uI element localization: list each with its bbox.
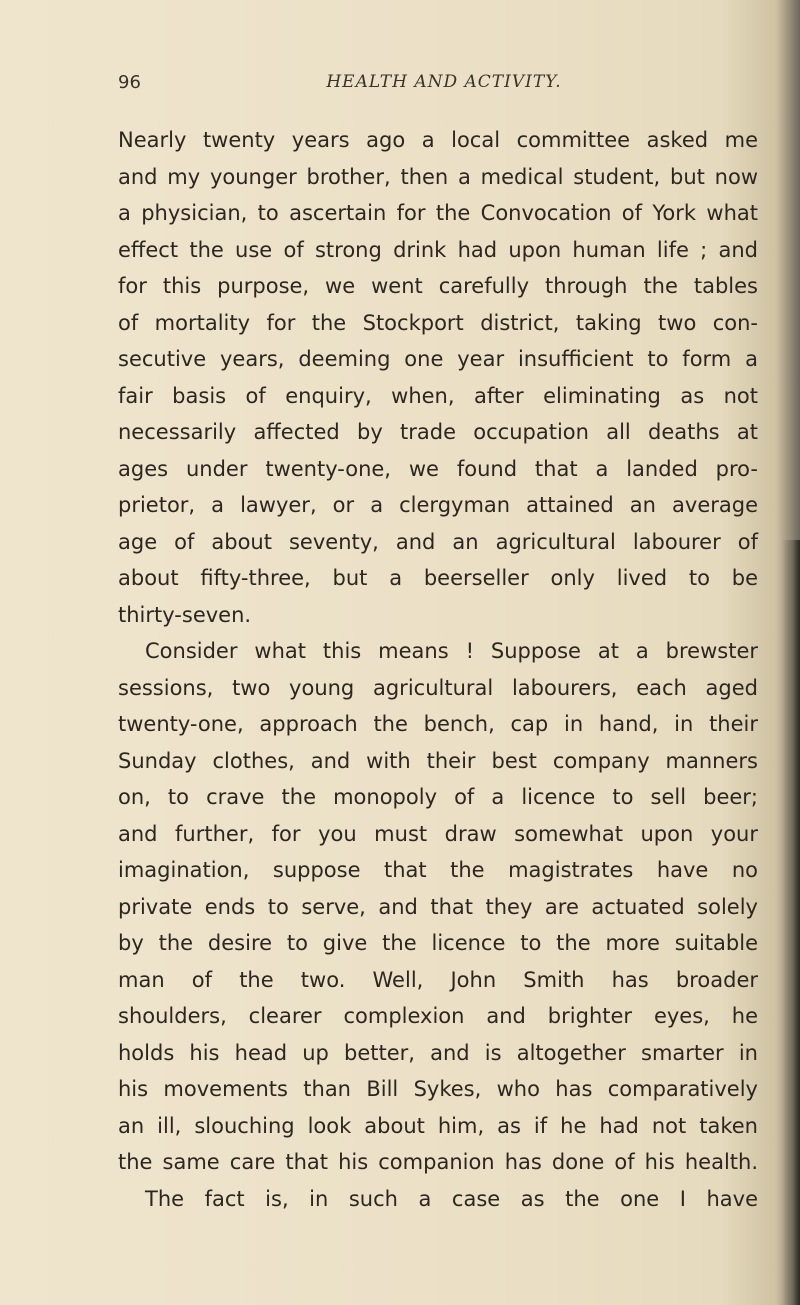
text-line: prietor, a lawyer, or a clergyman attained an average: [118, 493, 758, 517]
text-line: Consider what this means ! Suppose at a brewster: [145, 639, 758, 663]
text-line: his movements than Bill Sykes, who has comparatively: [118, 1077, 758, 1101]
text-line: fair basis of enquiry, when, after eliminating as not: [118, 383, 758, 408]
text-line: on, to crave the monopoly of a licence to sell beer;: [118, 785, 758, 809]
text-line: holds his head up better, and is altogether smarter in: [118, 1040, 758, 1065]
text-line: age of about seventy, and an agricultural labourer of: [118, 529, 758, 554]
text-line: a physician, to ascertain for the Convocation of York what: [118, 201, 758, 225]
text-line: twenty-one, approach the bench, cap in hand, in their: [118, 712, 758, 736]
text-line: private ends to serve, and that they are actuated solely: [118, 894, 758, 919]
text-line: and further, for you must draw somewhat upon your: [118, 821, 758, 846]
text-line: of mortality for the Stockport district, taking two con-: [118, 310, 758, 335]
text-line: and my younger brother, then a medical student, but now: [118, 164, 758, 189]
text-line: secutive years, deeming one year insufficient to form a: [118, 347, 758, 371]
page-edge-shadow: [782, 540, 800, 1305]
text-line: man of the two. Well, John Smith has broader: [118, 967, 758, 992]
running-head: HEALTH AND ACTIVITY.: [326, 72, 562, 92]
text-line: Sunday clothes, and with their best company manners: [118, 748, 758, 773]
text-line: sessions, two young agricultural labourers, each aged: [118, 675, 758, 700]
text-line: necessarily affected by trade occupation all deaths at: [118, 420, 758, 444]
text-line: effect the use of strong drink had upon human life ; and: [118, 237, 758, 262]
page-number: 96: [118, 72, 141, 93]
text-line: ages under twenty-one, we found that a landed pro-: [118, 456, 758, 481]
body-text: [118, 122, 758, 1217]
text-line: thirty-seven.: [118, 602, 252, 627]
text-line: shoulders, clearer complexion and brighter eyes, he: [118, 1004, 758, 1028]
text-line: The fact is, in such a case as the one I have: [145, 1186, 758, 1211]
page-header: [118, 72, 758, 102]
text-line: about fifty-three, but a beerseller only lived to be: [118, 566, 758, 590]
text-line: by the desire to give the licence to the more suitable: [118, 931, 758, 955]
text-line: the same care that his companion has done of his health.: [118, 1150, 758, 1174]
text-line: Nearly twenty years ago a local committee asked me: [118, 128, 758, 152]
text-line: an ill, slouching look about him, as if he had not taken: [118, 1113, 758, 1138]
text-line: imagination, suppose that the magistrates have no: [118, 858, 758, 882]
text-line: for this purpose, we went carefully through the tables: [118, 274, 758, 298]
